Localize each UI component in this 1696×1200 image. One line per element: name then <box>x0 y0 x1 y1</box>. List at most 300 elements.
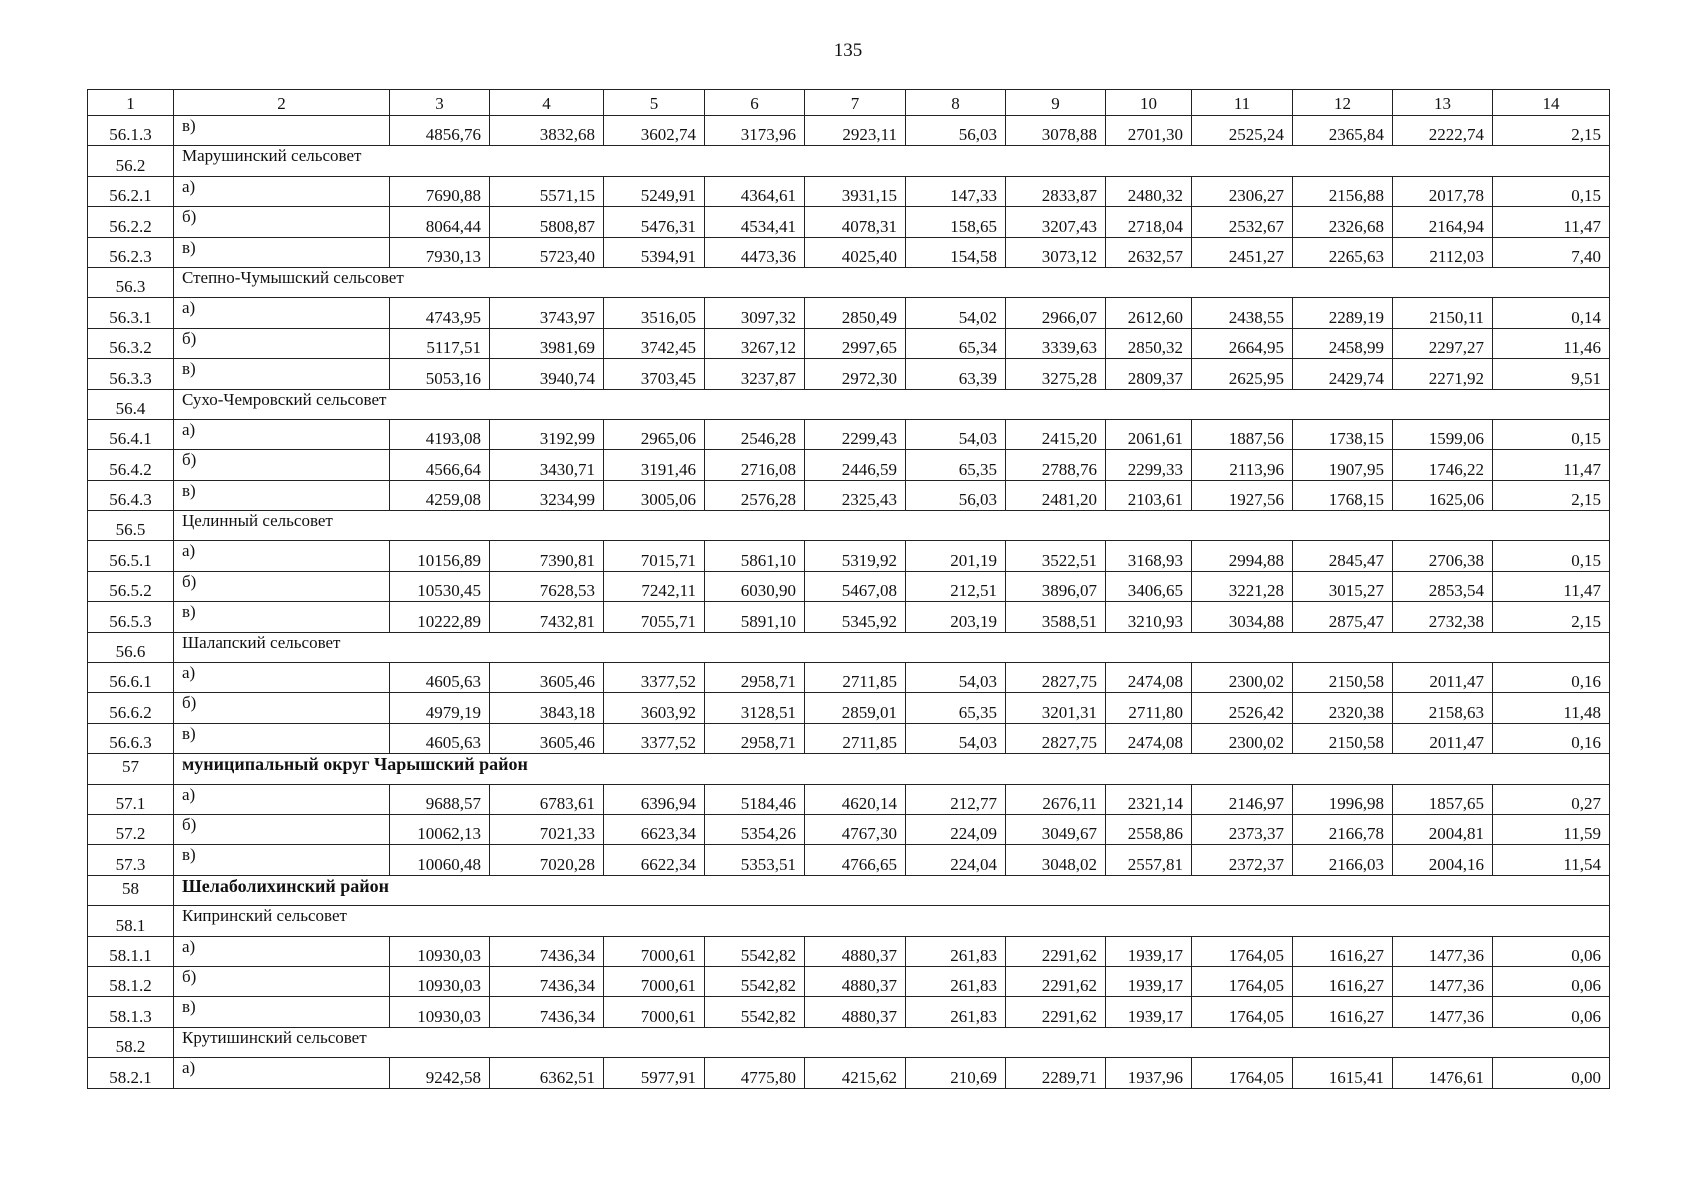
section-row <box>88 906 1610 936</box>
value-cell: 7000,61 <box>604 997 705 1027</box>
table-row <box>88 997 1610 1027</box>
row-code: 56.3 <box>88 267 174 297</box>
value-cell: 3843,18 <box>490 693 604 723</box>
value-cell: 1939,17 <box>1106 936 1192 966</box>
value-cell: 2438,55 <box>1192 298 1293 328</box>
value-cell: 212,77 <box>906 784 1006 814</box>
row-code: 56.4.3 <box>88 480 174 510</box>
value-cell: 10930,03 <box>390 997 490 1027</box>
value-cell: 224,09 <box>906 814 1006 844</box>
value-cell: 6623,34 <box>604 814 705 844</box>
value-cell: 1939,17 <box>1106 966 1192 996</box>
table-row <box>88 966 1610 996</box>
value-cell: 3049,67 <box>1006 814 1106 844</box>
section-title: Шалапский сельсовет <box>174 632 1610 662</box>
column-header: 5 <box>604 90 705 116</box>
value-cell: 2166,78 <box>1293 814 1393 844</box>
value-cell: 7436,34 <box>490 936 604 966</box>
value-cell: 3034,88 <box>1192 602 1293 632</box>
row-code: 58.1.2 <box>88 966 174 996</box>
value-cell: 2480,32 <box>1106 176 1192 206</box>
section-row <box>88 389 1610 419</box>
table-row <box>88 1058 1610 1088</box>
value-cell: 7000,61 <box>604 966 705 996</box>
value-cell: 3078,88 <box>1006 116 1106 146</box>
table-row <box>88 450 1610 480</box>
column-header: 7 <box>805 90 906 116</box>
value-cell: 2859,01 <box>805 693 906 723</box>
value-cell: 2525,24 <box>1192 116 1293 146</box>
row-code: 56.2.3 <box>88 237 174 267</box>
column-header: 8 <box>906 90 1006 116</box>
value-cell: 1477,36 <box>1393 936 1493 966</box>
value-cell: 6362,51 <box>490 1058 604 1088</box>
value-cell: 2972,30 <box>805 359 906 389</box>
value-cell: 1476,61 <box>1393 1058 1493 1088</box>
column-header: 10 <box>1106 90 1192 116</box>
value-cell: 2994,88 <box>1192 541 1293 571</box>
value-cell: 212,51 <box>906 571 1006 601</box>
value-cell: 2446,59 <box>805 450 906 480</box>
district-title: муниципальный округ Чарышский район <box>174 754 1610 784</box>
page-number: 135 <box>833 40 863 61</box>
row-letter: а) <box>174 784 390 814</box>
value-cell: 6396,94 <box>604 784 705 814</box>
value-cell: 4078,31 <box>805 207 906 237</box>
row-letter: в) <box>174 359 390 389</box>
value-cell: 11,47 <box>1493 571 1610 601</box>
value-cell: 4880,37 <box>805 966 906 996</box>
column-header: 12 <box>1293 90 1393 116</box>
row-code: 56.3.1 <box>88 298 174 328</box>
table-body <box>88 90 1610 1089</box>
value-cell: 2,15 <box>1493 116 1610 146</box>
value-cell: 4880,37 <box>805 936 906 966</box>
value-cell: 3377,52 <box>604 663 705 693</box>
value-cell: 3430,71 <box>490 450 604 480</box>
value-cell: 4193,08 <box>390 419 490 449</box>
value-cell: 7390,81 <box>490 541 604 571</box>
value-cell: 7021,33 <box>490 814 604 844</box>
value-cell: 4880,37 <box>805 997 906 1027</box>
value-cell: 9242,58 <box>390 1058 490 1088</box>
value-cell: 2004,16 <box>1393 845 1493 875</box>
table-row <box>88 571 1610 601</box>
value-cell: 7690,88 <box>390 176 490 206</box>
table-row <box>88 237 1610 267</box>
row-code: 56.3.3 <box>88 359 174 389</box>
value-cell: 3207,43 <box>1006 207 1106 237</box>
value-cell: 3742,45 <box>604 328 705 358</box>
row-letter: в) <box>174 723 390 753</box>
value-cell: 5249,91 <box>604 176 705 206</box>
value-cell: 3605,46 <box>490 663 604 693</box>
value-cell: 3832,68 <box>490 116 604 146</box>
value-cell: 1746,22 <box>1393 450 1493 480</box>
value-cell: 0,16 <box>1493 663 1610 693</box>
row-letter: а) <box>174 176 390 206</box>
value-cell: 2291,62 <box>1006 966 1106 996</box>
value-cell: 2576,28 <box>705 480 805 510</box>
value-cell: 1616,27 <box>1293 966 1393 996</box>
value-cell: 4025,40 <box>805 237 906 267</box>
value-cell: 9,51 <box>1493 359 1610 389</box>
value-cell: 4364,61 <box>705 176 805 206</box>
row-letter: а) <box>174 541 390 571</box>
value-cell: 10930,03 <box>390 966 490 996</box>
value-cell: 3267,12 <box>705 328 805 358</box>
value-cell: 6622,34 <box>604 845 705 875</box>
value-cell: 1477,36 <box>1393 997 1493 1027</box>
value-cell: 2004,81 <box>1393 814 1493 844</box>
row-code: 56.3.2 <box>88 328 174 358</box>
row-letter: в) <box>174 116 390 146</box>
value-cell: 7055,71 <box>604 602 705 632</box>
value-cell: 2718,04 <box>1106 207 1192 237</box>
value-cell: 2558,86 <box>1106 814 1192 844</box>
value-cell: 6783,61 <box>490 784 604 814</box>
value-cell: 1477,36 <box>1393 966 1493 996</box>
value-cell: 4215,62 <box>805 1058 906 1088</box>
value-cell: 2711,80 <box>1106 693 1192 723</box>
column-header: 3 <box>390 90 490 116</box>
value-cell: 4605,63 <box>390 663 490 693</box>
table-row <box>88 814 1610 844</box>
value-cell: 4605,63 <box>390 723 490 753</box>
value-cell: 7432,81 <box>490 602 604 632</box>
value-cell: 2,15 <box>1493 602 1610 632</box>
value-cell: 3192,99 <box>490 419 604 449</box>
value-cell: 0,16 <box>1493 723 1610 753</box>
value-cell: 1939,17 <box>1106 997 1192 1027</box>
value-cell: 2532,67 <box>1192 207 1293 237</box>
value-cell: 56,03 <box>906 116 1006 146</box>
value-cell: 3940,74 <box>490 359 604 389</box>
value-cell: 1764,05 <box>1192 997 1293 1027</box>
value-cell: 2546,28 <box>705 419 805 449</box>
value-cell: 2632,57 <box>1106 237 1192 267</box>
table-row <box>88 723 1610 753</box>
section-title: Сухо-Чемровский сельсовет <box>174 389 1610 419</box>
table-row <box>88 207 1610 237</box>
value-cell: 2222,74 <box>1393 116 1493 146</box>
value-cell: 2526,42 <box>1192 693 1293 723</box>
row-code: 56.1.3 <box>88 116 174 146</box>
value-cell: 2958,71 <box>705 663 805 693</box>
table-row <box>88 936 1610 966</box>
value-cell: 63,39 <box>906 359 1006 389</box>
table-row <box>88 298 1610 328</box>
value-cell: 2146,97 <box>1192 784 1293 814</box>
value-cell: 10930,03 <box>390 936 490 966</box>
value-cell: 5345,92 <box>805 602 906 632</box>
value-cell: 2732,38 <box>1393 602 1493 632</box>
value-cell: 5861,10 <box>705 541 805 571</box>
table-row <box>88 784 1610 814</box>
value-cell: 65,34 <box>906 328 1006 358</box>
row-code: 56.4.2 <box>88 450 174 480</box>
value-cell: 2958,71 <box>705 723 805 753</box>
value-cell: 3048,02 <box>1006 845 1106 875</box>
row-code: 56.5.1 <box>88 541 174 571</box>
value-cell: 3743,97 <box>490 298 604 328</box>
value-cell: 2557,81 <box>1106 845 1192 875</box>
value-cell: 5353,51 <box>705 845 805 875</box>
row-code: 58.1.3 <box>88 997 174 1027</box>
value-cell: 224,04 <box>906 845 1006 875</box>
column-header: 4 <box>490 90 604 116</box>
value-cell: 261,83 <box>906 966 1006 996</box>
value-cell: 2997,65 <box>805 328 906 358</box>
value-cell: 3516,05 <box>604 298 705 328</box>
value-cell: 4775,80 <box>705 1058 805 1088</box>
value-cell: 0,15 <box>1493 541 1610 571</box>
section-row <box>88 1027 1610 1057</box>
value-cell: 2289,71 <box>1006 1058 1106 1088</box>
value-cell: 5542,82 <box>705 936 805 966</box>
value-cell: 2299,33 <box>1106 450 1192 480</box>
value-cell: 2965,06 <box>604 419 705 449</box>
value-cell: 2113,96 <box>1192 450 1293 480</box>
value-cell: 11,48 <box>1493 693 1610 723</box>
column-header: 9 <box>1006 90 1106 116</box>
value-cell: 3981,69 <box>490 328 604 358</box>
value-cell: 10222,89 <box>390 602 490 632</box>
value-cell: 1907,95 <box>1293 450 1393 480</box>
row-letter: а) <box>174 419 390 449</box>
value-cell: 2850,32 <box>1106 328 1192 358</box>
value-cell: 5542,82 <box>705 997 805 1027</box>
value-cell: 4979,19 <box>390 693 490 723</box>
value-cell: 4856,76 <box>390 116 490 146</box>
value-cell: 2306,27 <box>1192 176 1293 206</box>
value-cell: 3128,51 <box>705 693 805 723</box>
value-cell: 4566,64 <box>390 450 490 480</box>
value-cell: 5977,91 <box>604 1058 705 1088</box>
value-cell: 4620,14 <box>805 784 906 814</box>
section-title: Степно-Чумышский сельсовет <box>174 267 1610 297</box>
value-cell: 2299,43 <box>805 419 906 449</box>
value-cell: 10060,48 <box>390 845 490 875</box>
row-code: 57.1 <box>88 784 174 814</box>
value-cell: 5571,15 <box>490 176 604 206</box>
value-cell: 10530,45 <box>390 571 490 601</box>
value-cell: 2716,08 <box>705 450 805 480</box>
column-header: 13 <box>1393 90 1493 116</box>
row-letter: в) <box>174 845 390 875</box>
value-cell: 210,69 <box>906 1058 1006 1088</box>
value-cell: 3097,32 <box>705 298 805 328</box>
value-cell: 2429,74 <box>1293 359 1393 389</box>
row-code: 56.4 <box>88 389 174 419</box>
value-cell: 2625,95 <box>1192 359 1293 389</box>
value-cell: 11,59 <box>1493 814 1610 844</box>
value-cell: 7015,71 <box>604 541 705 571</box>
value-cell: 2701,30 <box>1106 116 1192 146</box>
row-code: 58.2.1 <box>88 1058 174 1088</box>
value-cell: 2166,03 <box>1293 845 1393 875</box>
section-row <box>88 146 1610 176</box>
value-cell: 2265,63 <box>1293 237 1393 267</box>
value-cell: 2320,38 <box>1293 693 1393 723</box>
value-cell: 3210,93 <box>1106 602 1192 632</box>
value-cell: 3005,06 <box>604 480 705 510</box>
value-cell: 5354,26 <box>705 814 805 844</box>
value-cell: 2156,88 <box>1293 176 1393 206</box>
value-cell: 4743,95 <box>390 298 490 328</box>
value-cell: 11,46 <box>1493 328 1610 358</box>
value-cell: 5891,10 <box>705 602 805 632</box>
value-cell: 3201,31 <box>1006 693 1106 723</box>
row-code: 56.6 <box>88 632 174 662</box>
value-cell: 2676,11 <box>1006 784 1106 814</box>
section-title: Марушинский сельсовет <box>174 146 1610 176</box>
value-cell: 261,83 <box>906 997 1006 1027</box>
column-header: 6 <box>705 90 805 116</box>
value-cell: 5053,16 <box>390 359 490 389</box>
district-row <box>88 754 1610 784</box>
section-row <box>88 511 1610 541</box>
value-cell: 11,47 <box>1493 207 1610 237</box>
value-cell: 3605,46 <box>490 723 604 753</box>
row-letter: в) <box>174 997 390 1027</box>
value-cell: 3703,45 <box>604 359 705 389</box>
table-row <box>88 359 1610 389</box>
value-cell: 2112,03 <box>1393 237 1493 267</box>
value-cell: 2827,75 <box>1006 723 1106 753</box>
value-cell: 5723,40 <box>490 237 604 267</box>
table-row <box>88 480 1610 510</box>
value-cell: 147,33 <box>906 176 1006 206</box>
value-cell: 3221,28 <box>1192 571 1293 601</box>
value-cell: 2150,58 <box>1293 723 1393 753</box>
row-code: 56.4.1 <box>88 419 174 449</box>
value-cell: 2612,60 <box>1106 298 1192 328</box>
row-code: 58.1 <box>88 906 174 936</box>
value-cell: 2373,37 <box>1192 814 1293 844</box>
value-cell: 2853,54 <box>1393 571 1493 601</box>
value-cell: 3237,87 <box>705 359 805 389</box>
row-letter: в) <box>174 480 390 510</box>
row-code: 58.2 <box>88 1027 174 1057</box>
row-code: 56.6.2 <box>88 693 174 723</box>
row-code: 56.2 <box>88 146 174 176</box>
value-cell: 7930,13 <box>390 237 490 267</box>
value-cell: 158,65 <box>906 207 1006 237</box>
value-cell: 1768,15 <box>1293 480 1393 510</box>
row-code: 56.5 <box>88 511 174 541</box>
value-cell: 2827,75 <box>1006 663 1106 693</box>
value-cell: 2326,68 <box>1293 207 1393 237</box>
value-cell: 261,83 <box>906 936 1006 966</box>
value-cell: 2103,61 <box>1106 480 1192 510</box>
value-cell: 2788,76 <box>1006 450 1106 480</box>
table-row <box>88 845 1610 875</box>
value-cell: 2321,14 <box>1106 784 1192 814</box>
table-row <box>88 541 1610 571</box>
column-header: 14 <box>1493 90 1610 116</box>
value-cell: 2164,94 <box>1393 207 1493 237</box>
value-cell: 0,00 <box>1493 1058 1610 1088</box>
row-code: 58.1.1 <box>88 936 174 966</box>
table-row <box>88 663 1610 693</box>
value-cell: 2711,85 <box>805 723 906 753</box>
district-title: Шелаболихинский район <box>174 875 1610 905</box>
row-letter: б) <box>174 814 390 844</box>
value-cell: 11,47 <box>1493 450 1610 480</box>
value-cell: 5394,91 <box>604 237 705 267</box>
section-row <box>88 267 1610 297</box>
value-cell: 3015,27 <box>1293 571 1393 601</box>
value-cell: 2711,85 <box>805 663 906 693</box>
value-cell: 2833,87 <box>1006 176 1106 206</box>
value-cell: 1996,98 <box>1293 784 1393 814</box>
value-cell: 65,35 <box>906 450 1006 480</box>
value-cell: 2,15 <box>1493 480 1610 510</box>
row-code: 56.5.2 <box>88 571 174 601</box>
header-row <box>88 90 1610 116</box>
row-letter: а) <box>174 298 390 328</box>
value-cell: 0,15 <box>1493 419 1610 449</box>
row-letter: а) <box>174 663 390 693</box>
value-cell: 2297,27 <box>1393 328 1493 358</box>
row-code: 58 <box>88 875 174 905</box>
district-row <box>88 875 1610 905</box>
value-cell: 1615,41 <box>1293 1058 1393 1088</box>
value-cell: 2150,58 <box>1293 663 1393 693</box>
value-cell: 7,40 <box>1493 237 1610 267</box>
value-cell: 7436,34 <box>490 997 604 1027</box>
value-cell: 11,54 <box>1493 845 1610 875</box>
value-cell: 7000,61 <box>604 936 705 966</box>
table-row <box>88 176 1610 206</box>
value-cell: 10156,89 <box>390 541 490 571</box>
value-cell: 1616,27 <box>1293 997 1393 1027</box>
value-cell: 3073,12 <box>1006 237 1106 267</box>
value-cell: 5467,08 <box>805 571 906 601</box>
value-cell: 3602,74 <box>604 116 705 146</box>
value-cell: 2158,63 <box>1393 693 1493 723</box>
value-cell: 2481,20 <box>1006 480 1106 510</box>
row-code: 56.5.3 <box>88 602 174 632</box>
value-cell: 2300,02 <box>1192 663 1293 693</box>
row-letter: в) <box>174 602 390 632</box>
value-cell: 4767,30 <box>805 814 906 844</box>
section-title: Кипринский сельсовет <box>174 906 1610 936</box>
section-row <box>88 632 1610 662</box>
value-cell: 2365,84 <box>1293 116 1393 146</box>
value-cell: 1616,27 <box>1293 936 1393 966</box>
row-letter: а) <box>174 1058 390 1088</box>
value-cell: 2271,92 <box>1393 359 1493 389</box>
table-row <box>88 693 1610 723</box>
value-cell: 3406,65 <box>1106 571 1192 601</box>
section-title: Крутишинский сельсовет <box>174 1027 1610 1057</box>
value-cell: 2845,47 <box>1293 541 1393 571</box>
value-cell: 0,06 <box>1493 997 1610 1027</box>
value-cell: 0,15 <box>1493 176 1610 206</box>
row-letter: б) <box>174 450 390 480</box>
row-letter: а) <box>174 936 390 966</box>
table-row <box>88 328 1610 358</box>
value-cell: 203,19 <box>906 602 1006 632</box>
table-row <box>88 116 1610 146</box>
value-cell: 3173,96 <box>705 116 805 146</box>
value-cell: 3339,63 <box>1006 328 1106 358</box>
value-cell: 3931,15 <box>805 176 906 206</box>
value-cell: 5476,31 <box>604 207 705 237</box>
row-letter: б) <box>174 328 390 358</box>
